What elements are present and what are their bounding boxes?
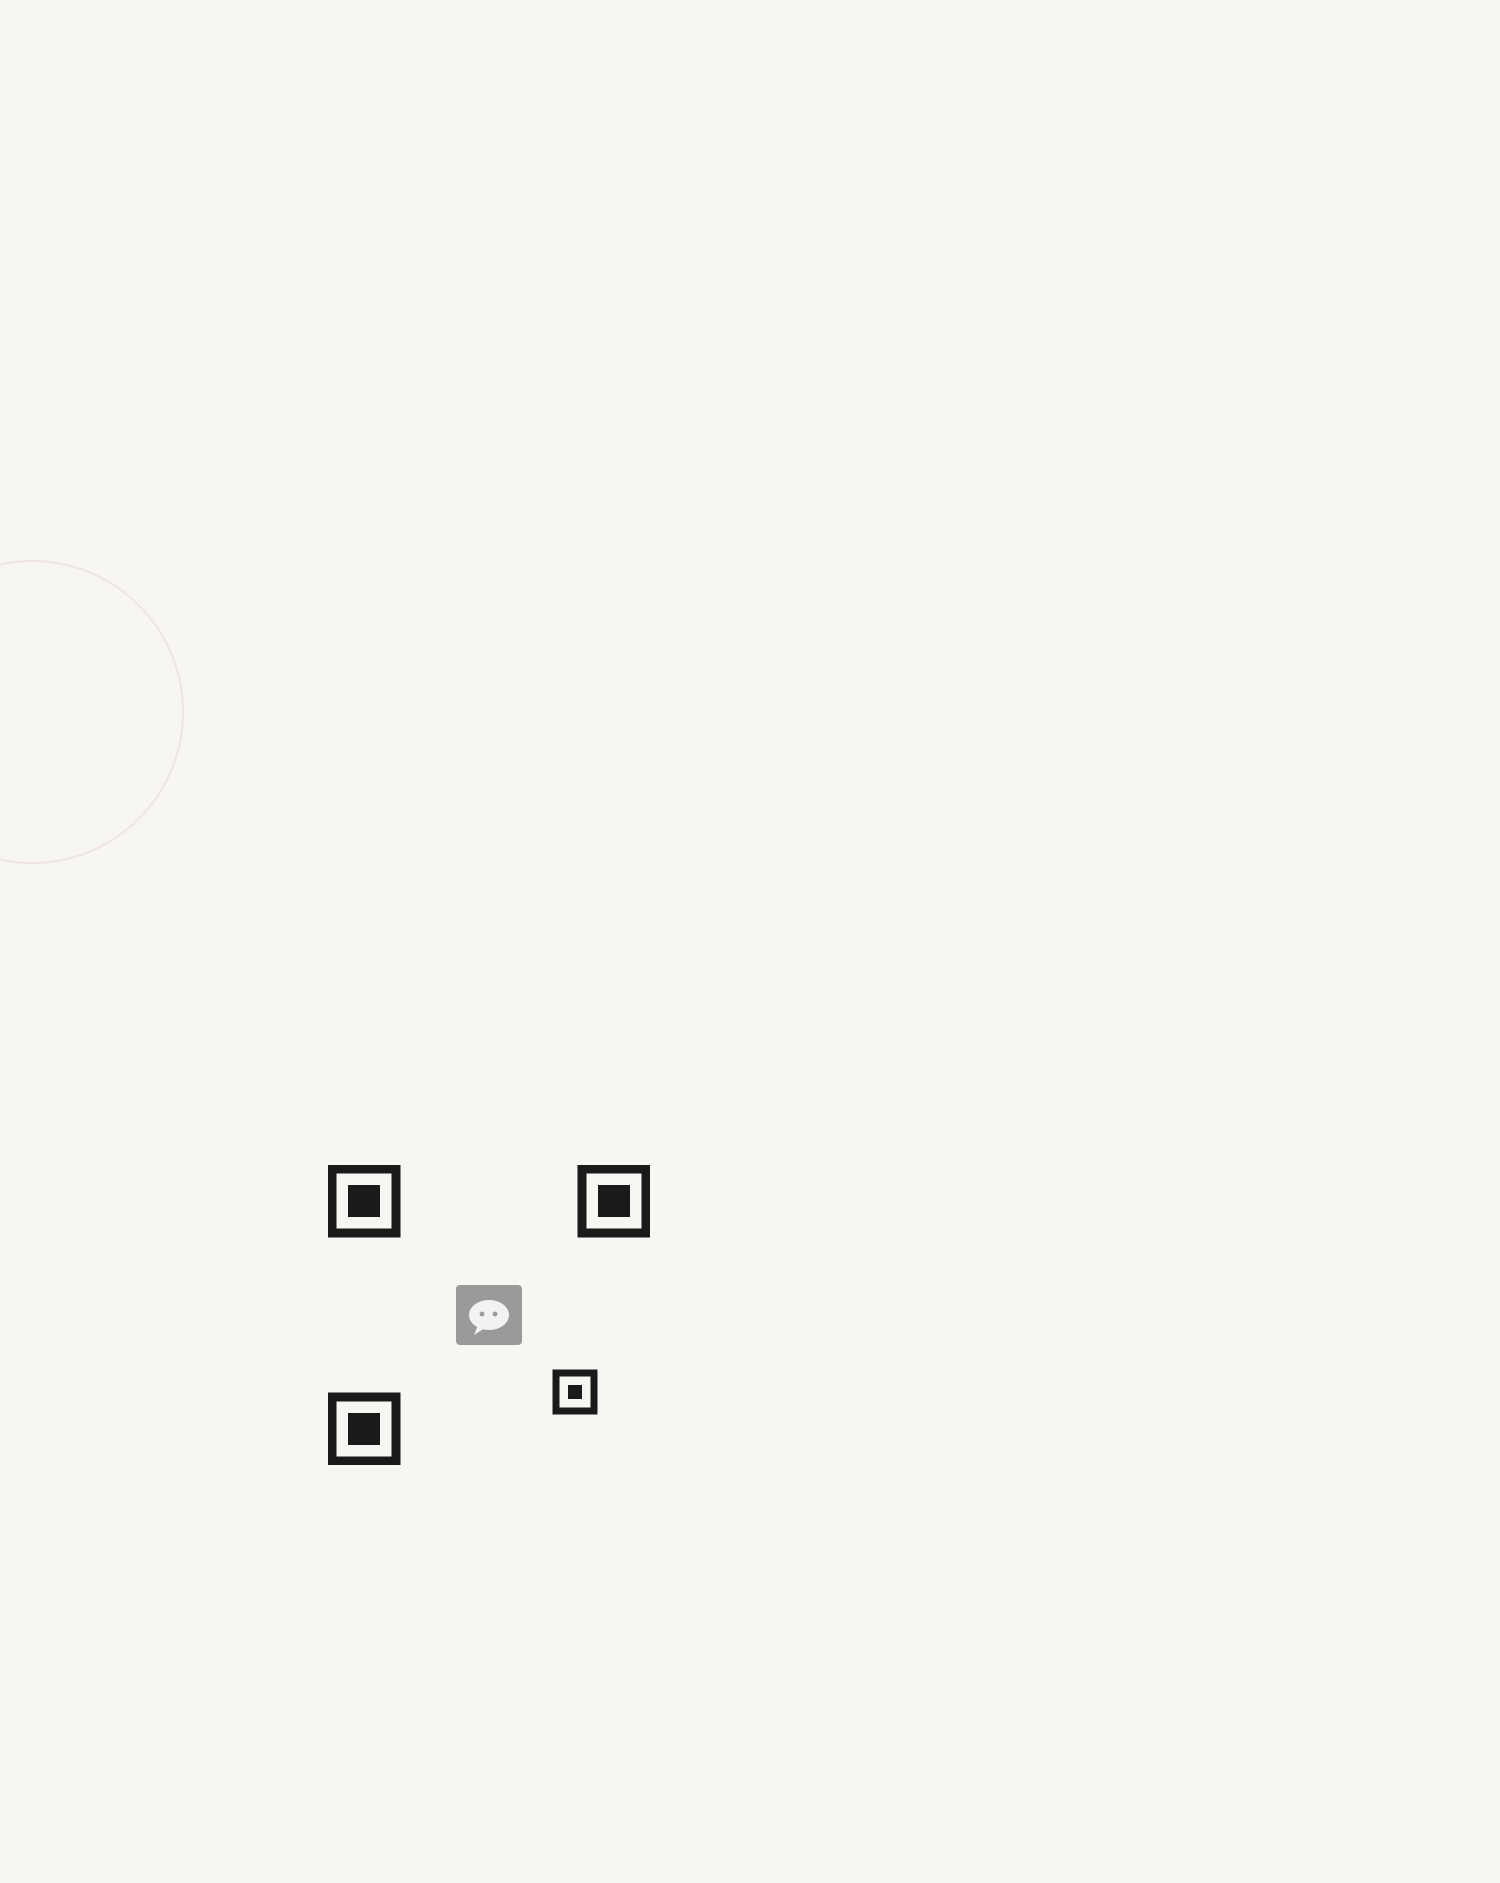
qr-code[interactable] — [328, 1165, 650, 1465]
section-5-web-line — [278, 1052, 1308, 1106]
section-7-line — [210, 1596, 1300, 1650]
stamp-trace — [0, 560, 184, 864]
section-5-heading — [278, 836, 1308, 890]
section-5-line — [278, 944, 1308, 998]
section-6 — [272, 1488, 1308, 1542]
section-5 — [278, 836, 1308, 1160]
section-7 — [210, 1542, 1300, 1704]
section-5-line — [278, 998, 1308, 1052]
section-7-line — [210, 1650, 1300, 1704]
section-5-web-line — [278, 1106, 1308, 1160]
section-5-line — [278, 890, 1308, 944]
wechat-icon — [456, 1285, 522, 1345]
